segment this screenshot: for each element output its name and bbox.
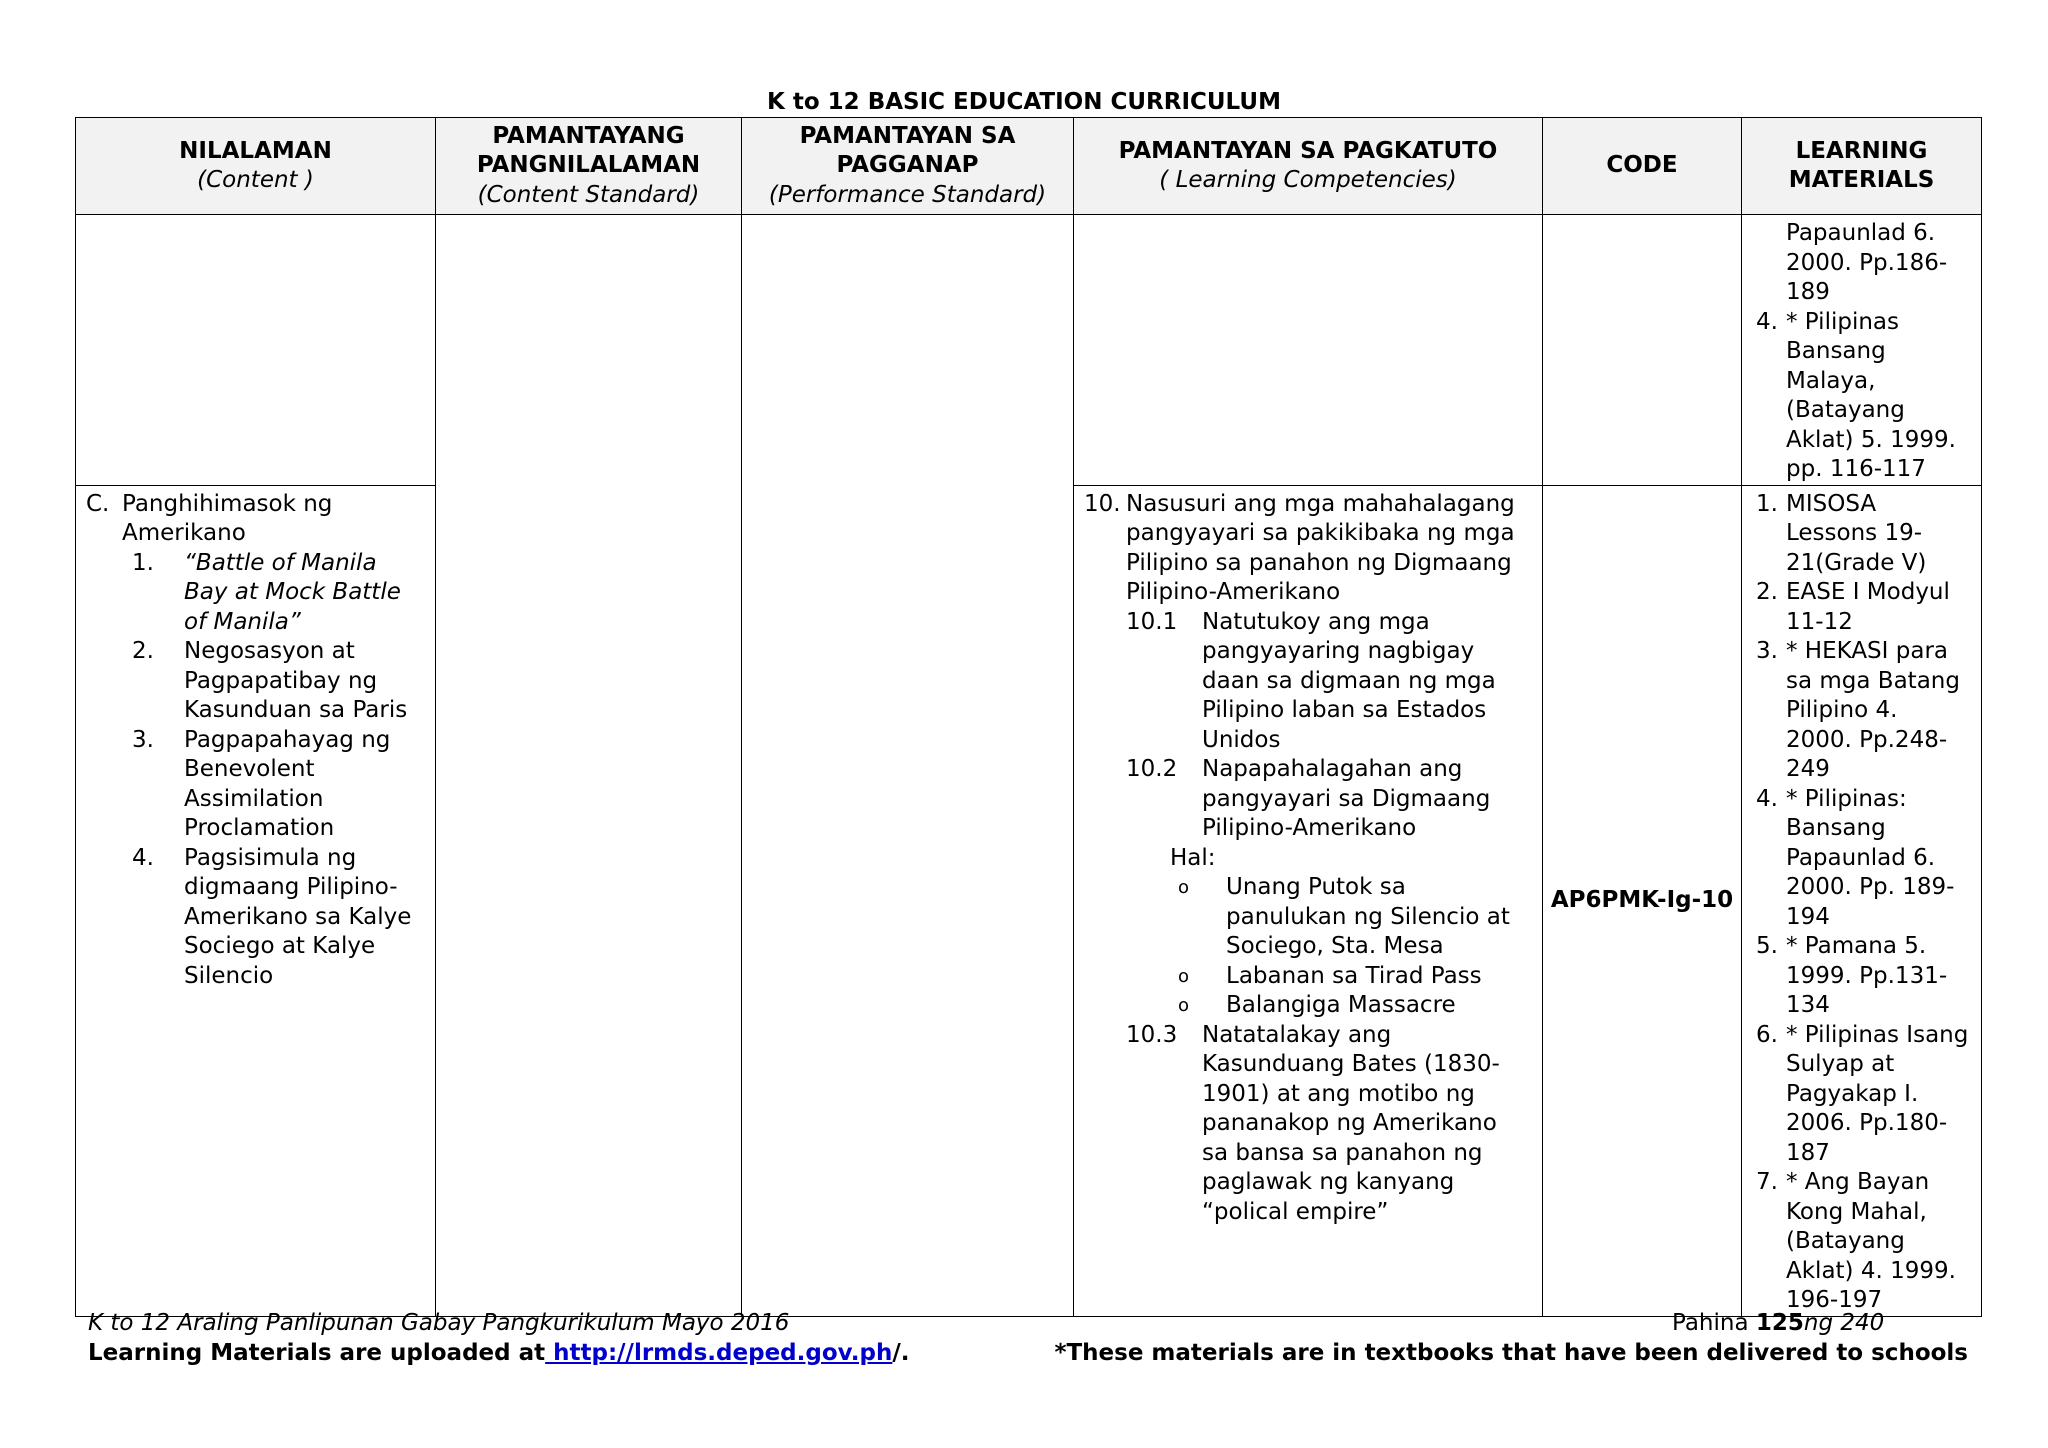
list-number: 4. xyxy=(132,844,154,871)
list-text: Negosasyon at Pagpapatibay ng Kasunduan sa Paris xyxy=(184,638,408,723)
bullet-icon: o xyxy=(1178,995,1190,1016)
header-pamantayan-sub: (Performance Standard) xyxy=(768,181,1047,208)
lrmds-link[interactable]: http://lrmds.deped.gov.ph xyxy=(545,1340,893,1366)
document-title: K to 12 BASIC EDUCATION CURRICULUM xyxy=(767,89,1281,115)
list-text: * Pilipinas Bansang Malaya, (Batayang Aklat) 5. 1999. pp. 116-117 xyxy=(1786,308,1956,482)
list-number: 3. xyxy=(132,726,154,753)
header-nilalaman-main: NILALAMAN xyxy=(179,137,332,164)
content-title: Panghihimasok ng Amerikano xyxy=(122,490,333,546)
list-number: 2. xyxy=(1756,579,1778,605)
list-item xyxy=(1752,932,1973,1021)
header-pamantayan-main: PAMANTAYAN SA PAGGANAP xyxy=(799,122,1016,179)
header-materials-main: LEARNING MATERIALS xyxy=(1788,137,1935,193)
list-number: 10.1 xyxy=(1126,608,1178,635)
materials-cell-continued xyxy=(1742,215,1982,486)
list-text: Pagsisimula ng digmaang Pilipino-Amerikano sa Kalye Sociego at Kalye Silencio xyxy=(184,844,412,989)
list-text: Unang Putok sa panulukan ng Silencio at Sociego, Sta. Mesa xyxy=(1226,874,1510,959)
list-number: 2. xyxy=(132,638,154,664)
list-item xyxy=(1752,490,1973,579)
list-item xyxy=(1752,637,1973,785)
page-prefix: Pahina xyxy=(1672,1310,1756,1336)
list-text: Labanan sa Tirad Pass xyxy=(1226,962,1482,989)
list-number: 1. xyxy=(132,549,154,576)
list-item xyxy=(1084,873,1524,962)
content-cell xyxy=(76,485,436,1316)
list-item xyxy=(1084,962,1524,992)
list-text: * Pamana 5. 1999. Pp.131-134 xyxy=(1786,933,1948,1018)
list-text: * Pilipinas: Bansang Papaunlad 6. 2000. Pp. 189-194 xyxy=(1786,785,1955,930)
content-heading xyxy=(86,490,427,549)
list-text: EASE I Modyul 11-12 xyxy=(1786,579,1950,635)
page-num: 125 xyxy=(1755,1310,1804,1336)
list-item xyxy=(1084,1021,1524,1228)
list-text: Natatalakay ang Kasunduang Bates (1830-1901) at ang motibo ng pananakop ng Amerikano sa bansa sa panahon ng paglawak ng kanyang “polical empire” xyxy=(1202,1021,1500,1225)
list-text: Nasusuri ang mga mahahalagang pangyayari sa pakikibaka ng mga Pilipino sa panahon ng Digmaang Pilipino-Amerikano xyxy=(1126,490,1515,605)
list-item xyxy=(1084,991,1524,1021)
list-text: “Battle of Manila Bay at Mock Battle of Manila” xyxy=(184,549,401,635)
performance-standard-cell xyxy=(742,215,1074,1317)
list-number: 5. xyxy=(1756,933,1778,959)
header-pamantayang xyxy=(436,118,742,215)
list-number: 7. xyxy=(1756,1169,1778,1195)
materials-continuation: Papaunlad 6. 2000. Pp.186-189 xyxy=(1786,220,1948,305)
list-number: 10. xyxy=(1084,490,1121,517)
footer-upload-note xyxy=(88,1340,909,1366)
header-pamantayan xyxy=(742,118,1074,215)
list-number: 4. xyxy=(1756,308,1778,335)
footer-page-number xyxy=(1672,1310,1884,1336)
competency-code: AP6PMK-Ig-10 xyxy=(1550,886,1734,913)
list-text: MISOSA Lessons 19-21(Grade V) xyxy=(1786,490,1927,576)
list-text: Natutukoy ang mga pangyayaring nagbigay daan sa digmaan ng mga Pilipino laban sa Estados Unidos xyxy=(1202,608,1496,753)
curriculum-table xyxy=(75,117,1982,1317)
header-code xyxy=(1543,118,1742,215)
list-number: 10.3 xyxy=(1126,1021,1178,1048)
header-pagkatuto-sub: ( Learning Competencies) xyxy=(1159,167,1457,193)
upload-end: /. xyxy=(892,1340,910,1366)
list-item xyxy=(1752,785,1973,933)
list-item xyxy=(1752,578,1973,637)
code-cell xyxy=(1543,485,1742,1316)
list-item xyxy=(1752,1168,1973,1316)
list-number: 6. xyxy=(1756,1021,1778,1048)
list-item xyxy=(86,549,427,638)
list-number: 3. xyxy=(1756,638,1778,664)
upload-text: Learning Materials are uploaded at xyxy=(88,1340,546,1366)
header-nilalaman xyxy=(76,118,436,215)
header-row xyxy=(76,118,1982,215)
bullet-icon: o xyxy=(1178,877,1190,898)
footer-guide-title: K to 12 Araling Panlipunan Gabay Pangkurikulum Mayo 2016 xyxy=(88,1310,790,1336)
header-pamantayang-main: PAMANTAYANG PANGNILALAMAN xyxy=(476,122,701,179)
list-number: 4. xyxy=(1756,785,1778,812)
list-item xyxy=(86,844,427,992)
competency-cell-empty xyxy=(1074,215,1543,486)
header-pagkatuto xyxy=(1074,118,1543,215)
list-item xyxy=(1752,308,1973,485)
footer-textbook-note: *These materials are in textbooks that have been delivered to schools xyxy=(1054,1340,1968,1366)
list-text: * Pilipinas Isang Sulyap at Pagyakap I. 2006. Pp.180-187 xyxy=(1786,1021,1969,1166)
header-nilalaman-sub: (Content ) xyxy=(197,167,314,193)
competency-main xyxy=(1084,490,1524,608)
header-materials xyxy=(1742,118,1982,215)
page-suffix: ng 240 xyxy=(1803,1310,1885,1336)
list-item xyxy=(1752,1021,1973,1169)
list-item xyxy=(86,637,427,726)
content-letter: C. xyxy=(86,490,110,517)
list-text: * Ang Bayan Kong Mahal, (Batayang Aklat) 4. 1999. 196-197 xyxy=(1786,1169,1956,1313)
list-text: * HEKASI para sa mga Batang Pilipino 4. 2000. Pp.248-249 xyxy=(1786,638,1960,782)
list-item xyxy=(1084,608,1524,756)
list-item xyxy=(1752,219,1973,308)
competency-cell xyxy=(1074,485,1543,1316)
header-code-main: CODE xyxy=(1606,152,1678,179)
list-number: 10.2 xyxy=(1126,756,1178,782)
code-cell-empty xyxy=(1543,215,1742,486)
header-pamantayang-sub: (Content Standard) xyxy=(477,181,700,208)
hal-label: Hal: xyxy=(1170,844,1216,871)
materials-cell xyxy=(1742,485,1982,1316)
list-text: Napapahalagahan ang pangyayari sa Digmaang Pilipino-Amerikano xyxy=(1202,756,1491,841)
list-text: Pagpapahayag ng Benevolent Assimilation Proclamation xyxy=(184,726,391,841)
content-cell-empty xyxy=(76,215,436,486)
content-standard-cell xyxy=(436,215,742,1317)
bullet-icon: o xyxy=(1178,965,1190,987)
list-item xyxy=(1084,755,1524,844)
table-row xyxy=(76,215,1982,486)
header-pagkatuto-main: PAMANTAYAN SA PAGKATUTO xyxy=(1118,137,1498,164)
list-number: 1. xyxy=(1756,490,1778,517)
list-item xyxy=(86,726,427,844)
list-text: Balangiga Massacre xyxy=(1226,992,1456,1018)
